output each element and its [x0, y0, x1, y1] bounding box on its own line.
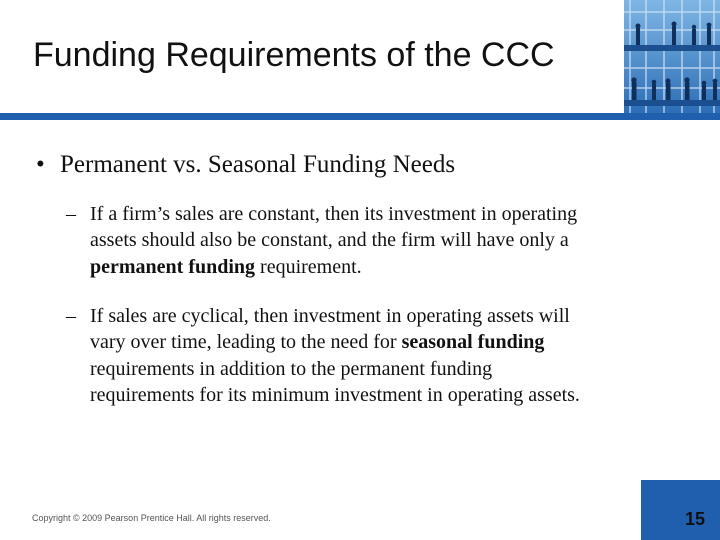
text-line: If sales are cyclical, then investment in operating assets will [90, 305, 570, 327]
text-line: permanent funding requirement. [90, 255, 362, 278]
sub-bullet-dash: – [66, 305, 76, 327]
sub-bullet-text [90, 303, 690, 409]
sub-bullet-text [90, 201, 690, 280]
text-line: requirements for its minimum investment in operating assets. [90, 384, 580, 407]
text-line: requirements in addition to the permanent funding [90, 357, 493, 380]
copyright-footer: Copyright © 2009 Pearson Prentice Hall. All rights reserved. [32, 513, 271, 523]
text-line: vary over time, leading to the need for seasonal funding [90, 331, 545, 354]
text-line: assets should also be constant, and the firm will have only a [90, 229, 569, 252]
text-line: If a firm’s sales are constant, then its investment in operating [90, 203, 578, 225]
emphasis-text: permanent funding [90, 255, 256, 278]
page-number-box [641, 480, 720, 540]
main-bullet-text: Permanent vs. Seasonal Funding Needs [60, 151, 456, 178]
bullet-dot: • [36, 151, 45, 178]
page-number: 15 [684, 509, 705, 529]
sub-bullet-dash: – [66, 203, 76, 225]
slide-title: Funding Requirements of the CCC [33, 36, 555, 74]
emphasis-text: seasonal funding [401, 331, 545, 354]
